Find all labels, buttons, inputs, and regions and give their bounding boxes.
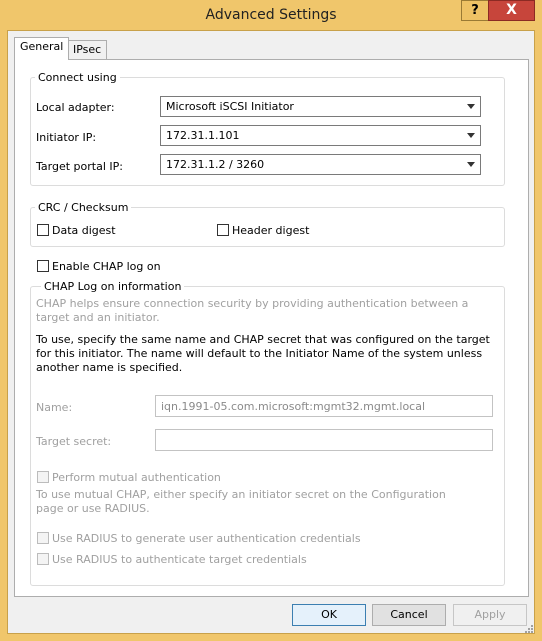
tab-general[interactable]: General <box>14 37 69 60</box>
enable-chap-checkbox[interactable] <box>37 260 49 272</box>
dialog-title: Advanced Settings <box>205 7 337 23</box>
chap-name-value: iqn.1991-05.com.microsoft:mgmt32.mgmt.local <box>161 400 426 413</box>
chevron-down-icon <box>467 104 475 109</box>
chap-intro-text: CHAP helps ensure connection security by providing authentication between a target and an initiator. <box>36 297 469 324</box>
chap-name-label: Name: <box>36 401 73 414</box>
initiator-ip-select[interactable] <box>160 125 481 146</box>
initiator-ip-label: Initiator IP: <box>36 131 97 144</box>
mutual-auth-label: Perform mutual authentication <box>52 471 221 484</box>
target-portal-label: Target portal IP: <box>36 160 123 173</box>
mutual-auth-checkbox[interactable] <box>37 471 49 483</box>
header-digest-checkbox[interactable] <box>217 224 229 236</box>
cancel-button[interactable]: Cancel <box>372 604 446 626</box>
close-button[interactable] <box>488 0 535 21</box>
ok-button[interactable]: OK <box>292 604 366 626</box>
header-digest-label: Header digest <box>232 224 310 237</box>
help-icon: ? <box>471 3 479 18</box>
connect-using-legend: Connect using <box>35 71 120 84</box>
chap-info-legend: CHAP Log on information <box>41 280 184 293</box>
chap-name-input[interactable] <box>155 395 493 417</box>
tab-ipsec[interactable]: IPsec <box>67 40 107 60</box>
chevron-down-icon <box>467 133 475 138</box>
close-icon: X <box>506 2 517 18</box>
data-digest-label: Data digest <box>52 224 116 237</box>
radius-target-checkbox[interactable] <box>37 553 49 565</box>
data-digest-checkbox[interactable] <box>37 224 49 236</box>
mutual-auth-description: To use mutual CHAP, either specify an initiator secret on the Configuration page or use RADIUS. <box>36 488 446 515</box>
apply-button[interactable]: Apply <box>453 604 527 626</box>
target-portal-select[interactable] <box>160 154 481 175</box>
initiator-ip-value: 172.31.1.101 <box>166 129 240 142</box>
local-adapter-select[interactable] <box>160 96 481 117</box>
target-secret-label: Target secret: <box>36 435 112 448</box>
target-portal-value: 172.31.1.2 / 3260 <box>166 158 265 171</box>
target-secret-input[interactable] <box>155 429 493 451</box>
resize-grip-icon[interactable] <box>524 624 533 633</box>
radius-user-label: Use RADIUS to generate user authentication credentials <box>52 532 361 545</box>
local-adapter-label: Local adapter: <box>36 101 115 114</box>
local-adapter-value: Microsoft iSCSI Initiator <box>166 100 294 113</box>
crc-checksum-legend: CRC / Checksum <box>35 201 131 214</box>
chevron-down-icon <box>467 162 475 167</box>
radius-target-label: Use RADIUS to authenticate target credentials <box>52 553 307 566</box>
radius-user-checkbox[interactable] <box>37 532 49 544</box>
enable-chap-label: Enable CHAP log on <box>52 260 161 273</box>
chap-instructions-text: To use, specify the same name and CHAP secret that was configured on the target for this initiator. The name will default to the Initiator Name of the system unless another name is specified. <box>36 333 490 374</box>
help-button[interactable] <box>461 0 488 21</box>
